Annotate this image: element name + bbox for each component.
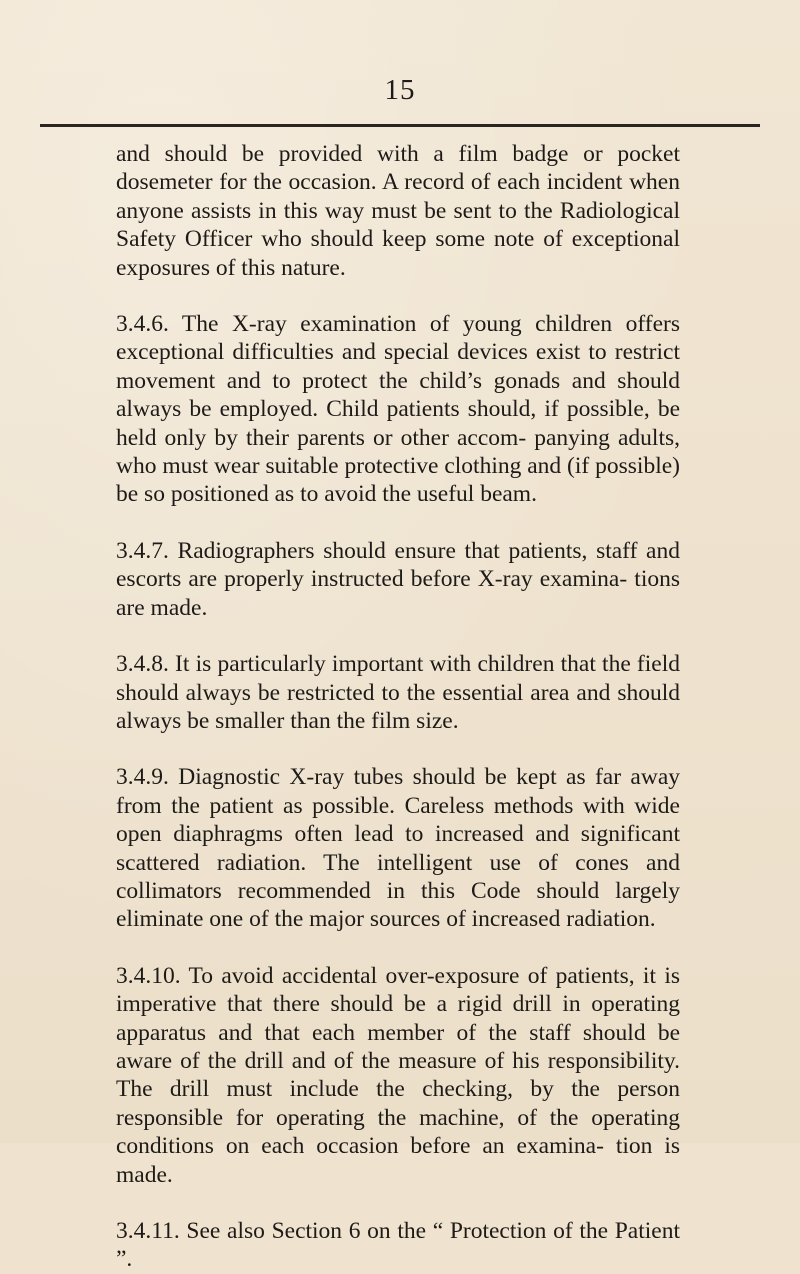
page-number: 15 — [384, 74, 416, 106]
paragraph-3-4-6: 3.4.6. The X-ray examination of young children offers exceptional difficulties and special devices exist to restrict movement and to protect the child’s gonads and should always be employed. Child patients should, if possible, be held only by their parents or other accom- panying adults, who must wear suitable protective clothing and (if possible) be so positioned as to avoid the useful beam. — [116, 311, 680, 508]
header-rule — [40, 124, 760, 127]
paragraph-3-4-10: 3.4.10. To avoid accidental over-exposure of patients, it is imperative that there should be a rigid drill in operating apparatus and that each member of the staff should be aware of the drill and of the measure of his responsibility. The drill must include the checking, by the person responsible for operating the machine, of the operating conditions on each occasion before an examina- tion is made. — [116, 962, 680, 1188]
paragraph-3-4-7: 3.4.7. Radiographers should ensure that patients, staff and escorts are properly instructed before X-ray examina- tions are made. — [116, 537, 680, 621]
body-text — [116, 140, 680, 1274]
paragraph-3-4-8: 3.4.8. It is particularly important with children that the field should always be restricted to the essential area and should always be smaller than the film size. — [116, 651, 680, 734]
paragraph-continuation: and should be provided with a film badge or pocket dosemeter for the occasion. A record of each incident when anyone assists in this way must be sent to the Radiological Safety Officer who should keep some note of exceptional exposures of this nature. — [116, 141, 680, 281]
paragraph-3-4-11: 3.4.11. See also Section 6 on the “ Protection of the Patient ”. — [116, 1218, 680, 1273]
paragraph-3-4-9: 3.4.9. Diagnostic X-ray tubes should be kept as far away from the patient as possible. Careless methods with wide open diaphragms often lead to increased and significant scattered radiation. The intelligent use of cones and collimators recommended in this Code should largely eliminate one of the major sources of increased radiation. — [116, 764, 680, 933]
